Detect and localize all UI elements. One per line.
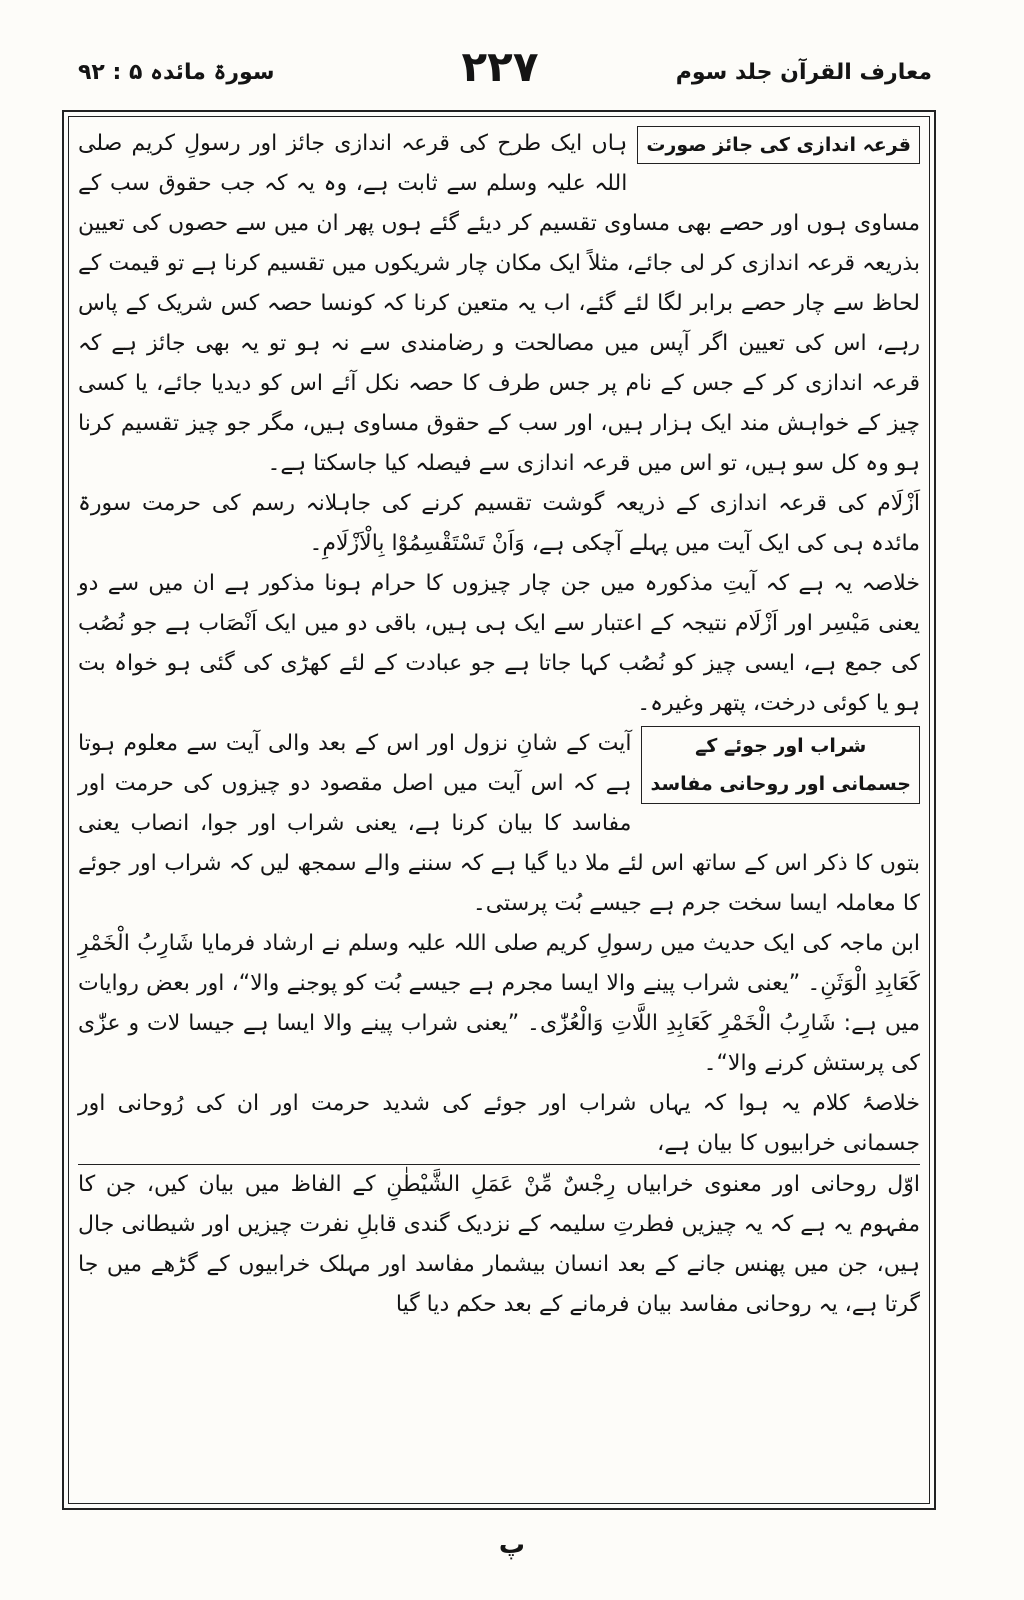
text-frame (62, 110, 936, 1510)
page-body (78, 124, 920, 1498)
footer-signature: پ (498, 1530, 526, 1560)
paragraph-2: اَزْلَام کی قرعہ اندازی کے ذریعہ گوشت تقسیم کرنے کی جاہلانہ رسم کی حرمت سورۃ مائدہ ہی کی ایک آیت میں پہلے آچکی ہے، وَاَنْ تَسْتَقْسِمُوْا بِالْاَزْلَامِ۔ (78, 491, 920, 556)
summary-underlined: خلاصۂ کلام یہ ہوا کہ یہاں شراب اور جوئے کی شدید حرمت اور ان کی رُوحانی اور جسمانی خرابیوں کا بیان ہے، (78, 1084, 920, 1165)
paragraph-6 (78, 1084, 920, 1325)
surah-reference: سورۃ مائدہ ۵ : ۹۲ (78, 60, 275, 85)
paragraph-4: آیت کے شانِ نزول اور اس کے بعد والی آیت سے معلوم ہوتا ہے کہ اس آیت میں اصل مقصود دو چیزوں کی حرمت اور مفاسد کا بیان کرنا ہے، یعنی شراب اور جوا، انصاب یعنی بتوں کا ذکر اس کے ساتھ اس لئے ملا دیا گیا ہے کہ سننے والے سمجھ لیں کہ شراب اور جوئے کا معاملہ ایسا سخت جرم ہے جیسے بُت پرستی۔ (78, 731, 920, 916)
page-number: ۲۲۷ (461, 42, 539, 91)
summary-rest: اوّل روحانی اور معنوی خرابیاں رِجْسٌ مِّنْ عَمَلِ الشَّیْطٰنِ کے الفاظ میں بیان کیں، جن کا مفہوم یہ ہے کہ یہ چیزیں فطرتِ سلیمہ کے نزدیک گندی قابلِ نفرت چیزیں اور شیطانی جال ہیں، جن میں پھنس جانے کے بعد انسان بیشمار مفاسد اور مہلک خرابیوں کے گڑھے میں جا گرتا ہے، یہ روحانی مفاسد بیان فرمانے کے بعد حکم دیا گیا (78, 1172, 920, 1317)
page-header (60, 42, 940, 102)
margin-heading-harms-line1: شراب اور جوئے کے (695, 735, 867, 757)
margin-heading-lottery: قرعہ اندازی کی جائز صورت (637, 126, 920, 164)
paragraph-5: ابن ماجہ کی ایک حدیث میں رسولِ کریم صلی اللہ علیہ وسلم نے ارشاد فرمایا شَارِبُ الْخَمْرِ کَعَابِدِ الْوَثَنِ۔ ”یعنی شراب پینے والا ایسا مجرم ہے جیسے بُت کو پوجنے والا“، اور بعض روایات میں ہے: شَارِبُ الْخَمْرِ کَعَابِدِ اللَّاتِ وَالْعُزّٰی۔ ”یعنی شراب پینے والا ایسا ہے جیسا لات و عزّٰی کی پرستش کرنے والا“۔ (78, 931, 920, 1076)
paragraph-1: ہاں ایک طرح کی قرعہ اندازی جائز اور رسولِ کریم صلی اللہ علیہ وسلم سے ثابت ہے، وہ یہ کہ جب حقوق سب کے مساوی ہوں اور حصے بھی مساوی تقسیم کر دیئے گئے ہوں پھر ان میں سے حصوں کی تعیین بذریعہ قرعہ اندازی کر لی جائے، مثلاً ایک مکان چار شریکوں میں تقسیم کرنا ہے تو قیمت کے لحاظ سے چار حصے برابر لگا لئے گئے، اب یہ متعین کرنا کہ کونسا حصہ کس شریک کے پاس رہے، اس کی تعیین اگر آپس میں مصالحت و رضامندی سے نہ ہو تو یہ بھی جائز ہے کہ قرعہ اندازی کر کے جس کے نام پر جس طرف کا حصہ نکل آئے اس کو دیدیا جائے، یا کسی چیز کے خواہش مند ایک ہزار ہیں، اور سب کے حقوق مساوی ہیں، مگر جو چیز تقسیم کرنا ہو وہ کل سو ہیں، تو اس میں قرعہ اندازی سے فیصلہ کیا جاسکتا ہے۔ (78, 131, 920, 476)
paragraph-3: خلاصہ یہ ہے کہ آیتِ مذکورہ میں جن چار چیزوں کا حرام ہونا مذکور ہے ان میں سے دو یعنی مَیْسِر اور اَزْلَام نتیجہ کے اعتبار سے ایک ہی ہیں، باقی دو میں ایک اَنْصَاب ہے جو نُصُب کی جمع ہے، ایسی چیز کو نُصُب کہا جاتا ہے جو عبادت کے لئے کھڑی کی گئی ہو خواہ بت ہو یا کوئی درخت، پتھر وغیرہ۔ (78, 571, 920, 716)
margin-heading-harms-line2: جسمانی اور روحانی مفاسد (650, 773, 911, 795)
book-title: معارف القرآن جلد سوم (675, 60, 932, 85)
margin-heading-harms (641, 726, 920, 804)
